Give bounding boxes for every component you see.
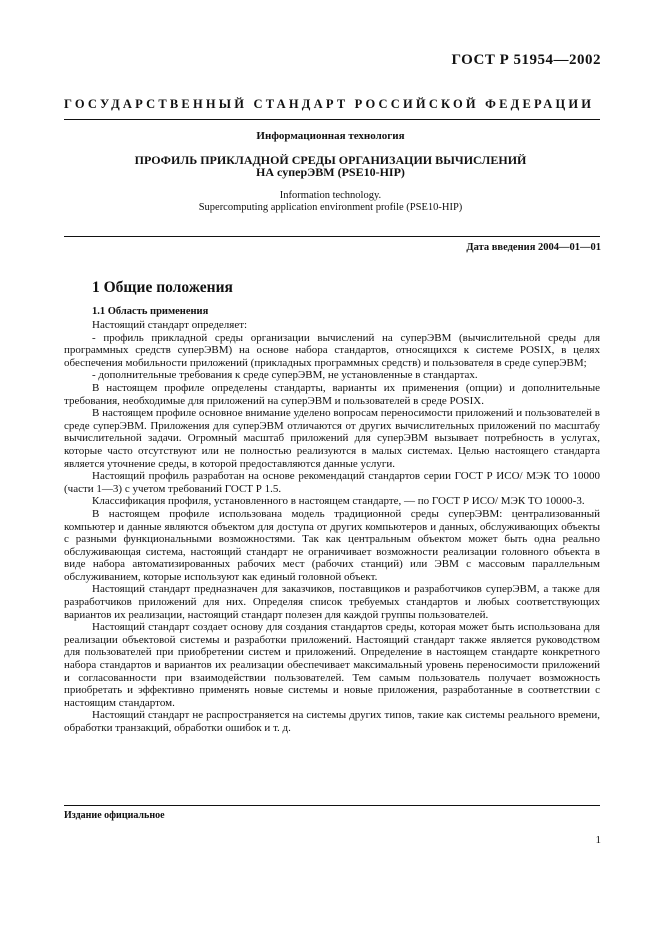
paragraph: Настоящий стандарт создает основу для создания стандартов среды, которая может быть использована для реализации объектовой системы и разработки приложений. Настоящий стандарт также является руководством для пользователей при приобретении систем и приложений. Определение в настоящем стандарте конкретного набора стандартов и вариантов их реализации обеспечивает максимальный уровень переносимости приложений и согласованности при взаимодействии пользователей. Тем самым пользователь получает возможность приобретать и эффективно применять новые системы и новые приложения, разработанные в соответствии с настоящим стандартом.	[64, 621, 600, 709]
title-line-2: НА суперЭВМ (PSE10-HIP)	[256, 165, 405, 179]
english-title-line-1: Information technology.	[279, 190, 382, 201]
english-title-line-2: Supercomputing application environment profile (PSE10-HIP)	[198, 202, 463, 213]
top-divider	[64, 119, 600, 120]
standard-code: ГОСТ Р 51954—2002	[451, 52, 601, 68]
introduction-date: Дата введения 2004—01—01	[466, 242, 601, 253]
section-heading: 1 Общие положения	[92, 279, 233, 296]
standard-type-title: ГОСУДАРСТВЕННЫЙ СТАНДАРТ РОССИЙСКОЙ ФЕДЕРАЦИИ	[64, 97, 595, 111]
title-divider	[64, 236, 600, 237]
paragraph: В настоящем профиле использована модель традиционной среды суперЭВМ: централизованный компьютер и данные являются объектом для доступа от других компьютеров и данных, обслуживающих объекты с разными функциональными возможностями. Так как центральным объектом может быть одна реально обслуживающая система, настоящий стандарт не ограничивает возможности реализации головного объекта в виде набора автоматизированных рабочих мест (рабочих станций) или ЭВМ с массовым параллельным обслуживанием, которые используют как единый головной объект.	[64, 507, 600, 583]
paragraph: - профиль прикладной среды организации вычислений на суперЭВМ (вычислительной среды для программных средств суперЭВМ) на основе набора стандартов, относящихся к системе POSIX, в целях обеспечения мобильности приложений (прикладных программных средств) и пользователя в среде суперЭВМ;	[64, 331, 600, 369]
paragraph: Настоящий стандарт не распространяется на системы других типов, такие как системы реального времени, обработки транзакций, обработки ошибок и т. д.	[64, 709, 600, 734]
body-text	[64, 319, 600, 735]
paragraph: - дополнительные требования к среде суперЭВМ, не установленные в стандартах.	[92, 369, 478, 382]
english-title	[0, 190, 661, 214]
paragraph: Настоящий профиль разработан на основе рекомендаций стандартов серии ГОСТ Р ИСО/ МЭК ТО 10000 (части 1—3) с учетом требований ГОСТ Р 1.5.	[64, 470, 600, 495]
subsection-heading: 1.1 Область применения	[92, 306, 209, 317]
title-line-1: ПРОФИЛЬ ПРИКЛАДНОЙ СРЕДЫ ОРГАНИЗАЦИИ ВЫЧИСЛЕНИЙ	[134, 153, 527, 167]
paragraph: Настоящий стандарт предназначен для заказчиков, поставщиков и разработчиков суперЭВМ, а также для разработчиков приложений для них. Определяя список требуемых стандартов и любых соответствующих вариантов их реализации, настоящий стандарт полезен для каждой группы пользователей.	[64, 583, 600, 621]
paragraph: В настоящем профиле основное внимание уделено вопросам переносимости приложений и пользователей в среде суперЭВМ. Приложения для суперЭВМ отличаются от других вычислительных приложений по масштабу вычислительной задачи. Огромный масштаб приложений для суперЭВМ вызывает потребность в услугах, которые часто отсутствуют или не полностью реализуются в малых системах. Целью настоящего стандарта является уточнение среды, в которой предоставляются данные услуги.	[64, 407, 600, 470]
edition-label: Издание официальное	[64, 810, 165, 821]
footer-divider	[64, 805, 600, 806]
paragraph: В настоящем профиле определены стандарты, варианты их применения (опции) и дополнительные требования, необходимые для приложений на суперЭВМ и пользователей в среде POSIX.	[64, 381, 600, 407]
document-title	[0, 154, 661, 178]
paragraph: Классификация профиля, установленного в настоящем стандарте, — по ГОСТ Р ИСО/ МЭК ТО 10000-3.	[92, 495, 585, 508]
page-number: 1	[595, 834, 601, 846]
series-title: Информационная технология	[256, 130, 405, 142]
paragraph: Настоящий стандарт определяет:	[92, 319, 248, 331]
